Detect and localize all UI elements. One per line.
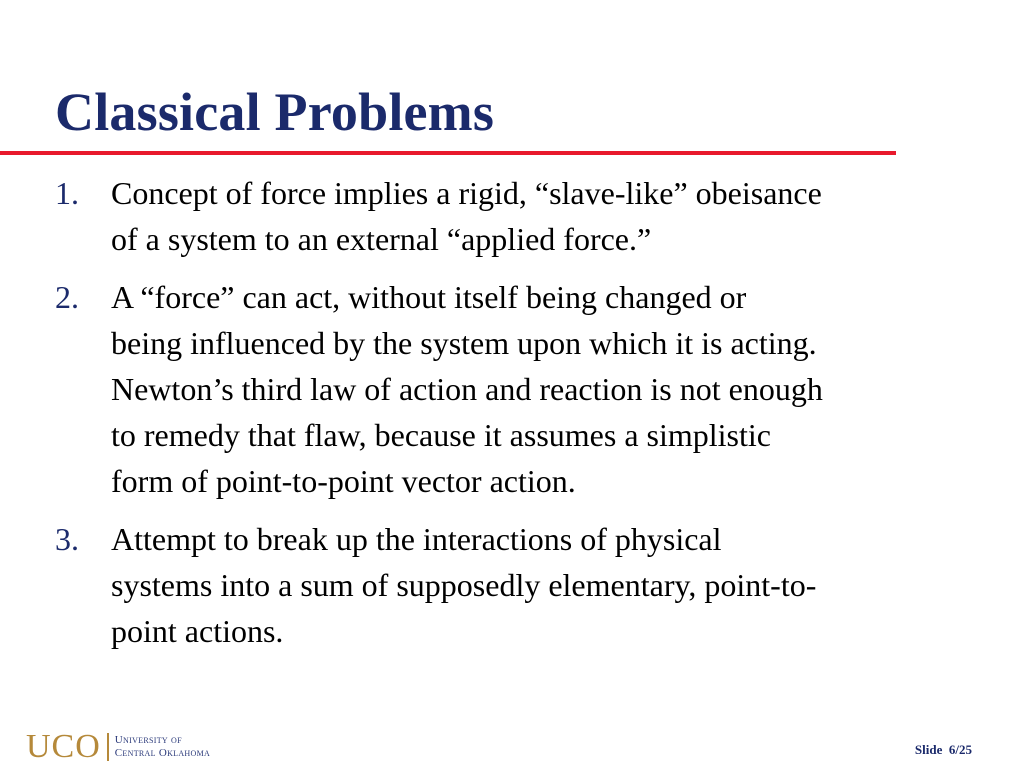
list-item-number: 1. — [55, 175, 79, 211]
slide-number: 6/25 — [948, 742, 972, 757]
list-item-text: A “force” can act, without itself being changed or being influenced by the system upon which it is acting. Newton’s third law of action and reaction is not enough to remedy that flaw, because it assumes a simplistic form of point-to-point vector action. — [111, 279, 823, 499]
numbered-list — [55, 170, 985, 666]
university-logo — [26, 730, 210, 764]
list-item-text: Concept of force implies a rigid, “slave-like” obeisance of a system to an external “applied force.” — [111, 175, 822, 257]
logo-name-line-2: Central Oklahoma — [114, 747, 211, 759]
logo-divider — [107, 733, 109, 761]
title-underline-rule — [0, 151, 896, 155]
logo-university-name — [115, 734, 210, 760]
list-item-text: Attempt to break up the interactions of physical systems into a sum of supposedly elementary, point-to- point actions. — [111, 521, 817, 649]
list-item-number: 2. — [55, 279, 79, 315]
list-item — [55, 170, 985, 262]
slide-title: Classical Problems — [55, 82, 495, 142]
slide-counter — [915, 742, 972, 758]
logo-abbreviation: UCO — [26, 728, 101, 765]
list-item-number: 3. — [55, 521, 79, 557]
slide-label: Slide — [914, 742, 943, 757]
list-item — [55, 516, 985, 654]
logo-name-line-1: University of — [114, 734, 182, 746]
list-item — [55, 274, 985, 504]
